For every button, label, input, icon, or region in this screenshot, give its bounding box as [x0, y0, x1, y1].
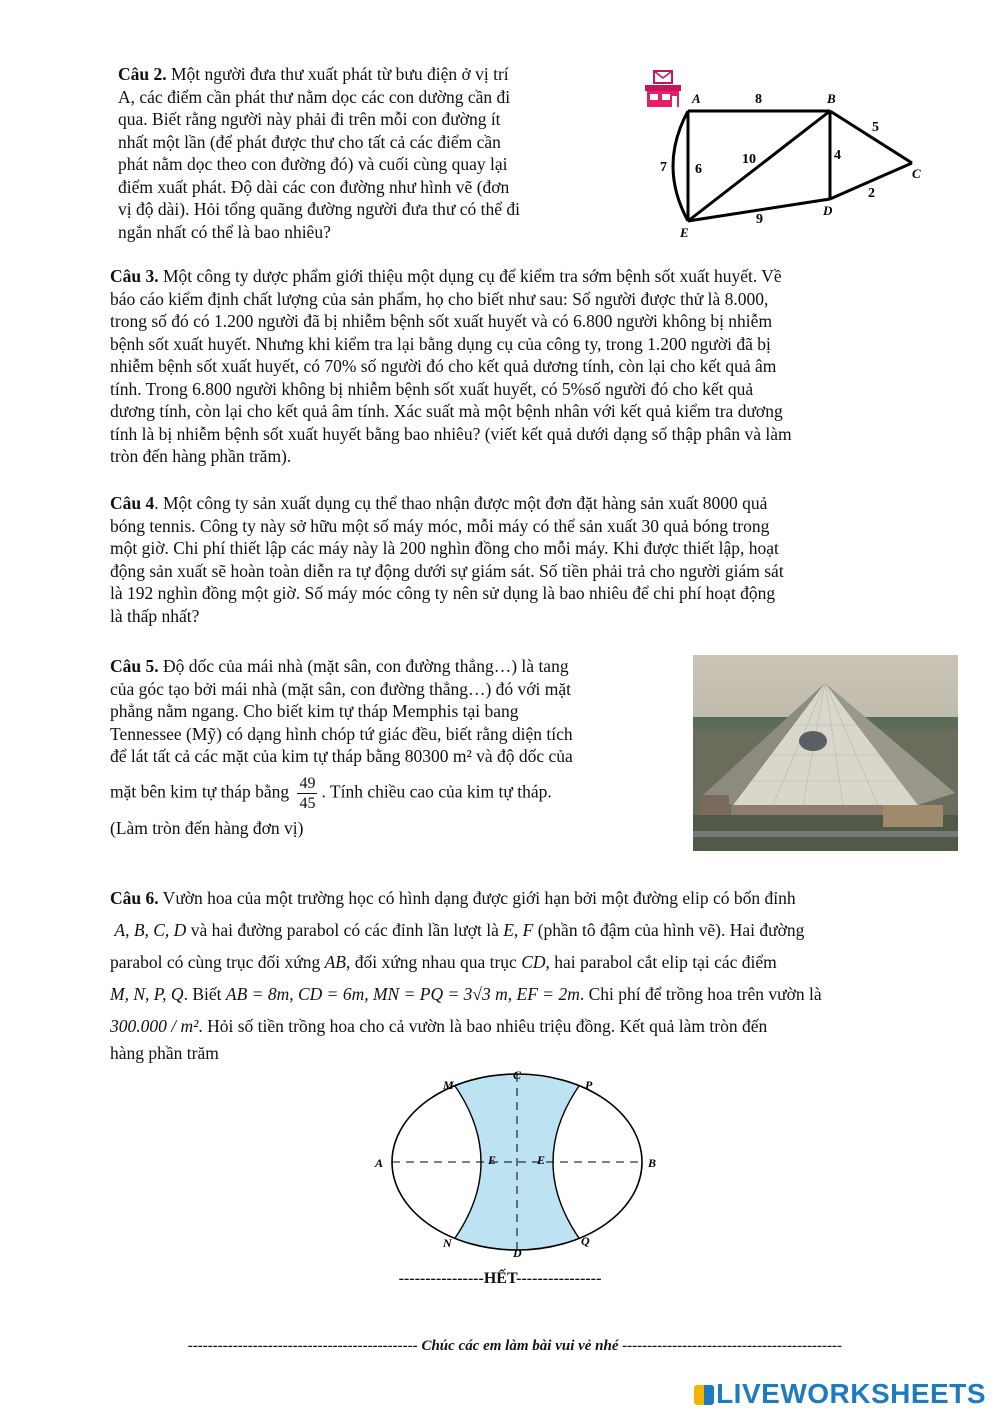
q4-line: là thấp nhất? [110, 605, 200, 626]
question-6-text [110, 882, 952, 1064]
q6-line: A, B, C, D và hai đường parabol có các đỉnh lần lượt là E, F (phần tô đậm của hình vẽ). Hai đường [114, 920, 805, 940]
slope-fraction [297, 774, 317, 813]
fraction-denominator: 45 [299, 794, 316, 812]
label-n: N [443, 1236, 452, 1250]
label-c: C [513, 1068, 522, 1082]
edge-label-ab: 8 [755, 92, 762, 107]
q3-line: Câu 3. Một công ty dược phẩm giới thiệu một dụng cụ để kiểm tra sớm bệnh sốt xuất huyết. Về [110, 266, 782, 286]
logo-icon [694, 1385, 714, 1405]
edge-label-ae: 6 [695, 162, 702, 177]
q6-line: parabol có cùng trục đối xứng AB, đối xứng nhau qua trục CD, hai parabol cắt elip tại các điểm [110, 952, 777, 972]
edge-ae-arc [673, 111, 688, 221]
question-2-text [118, 63, 623, 243]
logo-text: LIVEWORKSHEETS [716, 1378, 986, 1409]
edge-label-bc: 5 [872, 120, 879, 135]
q2-line: phát nằm dọc theo con đường đó) và cuối cùng quay lại [118, 154, 508, 174]
q3-line: nhiễm bệnh sốt xuất huyết, có 70% số người đó cho kết quả dương tính, còn lại cho kết quả âm [110, 356, 777, 376]
q4-line: một giờ. Chi phí thiết lập các máy này là 200 nghìn đồng cho mỗi máy. Khi được thiết lập, hoạt [110, 538, 779, 558]
q6-line: 300.000 / m². Hỏi số tiền trồng hoa cho cả vườn là bao nhiêu triệu đồng. Kết quả làm tròn đến [110, 1016, 768, 1036]
q5-line: để lát tất cả các mặt của kim tự tháp bằng 80300 m² và độ dốc của [110, 746, 573, 766]
edge-label-ae-arc: 7 [660, 160, 667, 175]
q5-slope-line: mặt bên kim tự tháp bằng $\frac{49}{45}$ . Tính chiều cao của kim tự tháp. [110, 774, 552, 812]
edge-label-ed: 9 [756, 212, 763, 227]
label-b: B [648, 1156, 657, 1170]
q3-line: dương tính, còn lại cho kết quả âm tính. Xác suất mà một bệnh nhân với kết quả kiểm tra dương [110, 401, 783, 421]
footer-message: ---------------------------------------------- Chúc các em làm bài vui vẻ nhé -------------------------------------------- [187, 1338, 843, 1354]
node-label-e: E [680, 225, 689, 240]
question-label: Câu 6. [110, 888, 159, 908]
edge-eb [688, 111, 830, 221]
question-label: Câu 5. [110, 656, 159, 676]
q3-line: bệnh sốt xuất huyết. Nhưng khi kiểm tra lại bằng dụng cụ của công ty, trong 1.200 người đã bị [110, 333, 771, 354]
q2-line: ngắn nhất có thể là bao nhiêu? [118, 221, 331, 242]
q4-line: Câu 4. Một công ty sản xuất dụng cụ thể thao nhận được một đơn đặt hàng sản xuất 8000 quả [110, 493, 768, 513]
label-e-right: E [537, 1153, 546, 1167]
edge-bc [830, 111, 912, 163]
q2-line: nhất một lần (để phát được thư cho tất cả các điểm cần [118, 131, 501, 152]
postal-route-graph [640, 65, 940, 245]
fraction-numerator: 49 [299, 774, 316, 792]
q3-line: tính là bị nhiễm bệnh sốt xuất huyết bằng bao nhiêu? (viết kết quả dưới dạng số thập phân và làm [110, 423, 792, 444]
question-4-text [110, 492, 952, 627]
q6-line: Câu 6. Vườn hoa của một trường học có hình dạng được giới hạn bởi một đường elip có bốn đỉnh [110, 888, 796, 908]
label-d: D [513, 1246, 522, 1260]
question-label: Câu 4 [110, 493, 155, 513]
q6-line: M, N, P, Q. Biết AB = 8m, CD = 6m, MN = PQ = 3√3 m, EF = 2m. Chi phí để trồng hoa trên vườn là [110, 984, 822, 1004]
q6-line: hàng phần trăm [110, 1043, 219, 1063]
post-office-icon [645, 71, 681, 107]
q5-line: Tennessee (Mỹ) có dạng hình chóp tứ giác đều, biết rằng diện tích [110, 723, 573, 744]
q3-line: tính. Trong 6.800 người không bị nhiễm bệnh sốt xuất huyết, có 5%số người đó cho kết quả [110, 378, 754, 399]
q4-line: động sản xuất sẽ hoàn toàn diễn ra tự động dưới sự giám sát. Số tiền phải trả cho người giám sát [110, 560, 784, 581]
question-label: Câu 2. [118, 64, 167, 84]
node-label-b: B [827, 91, 836, 106]
edge-label-bd: 4 [834, 148, 841, 163]
q2-line: A, các điểm cần phát thư nằm dọc các con dường cần đi [118, 86, 511, 107]
q5-line: Câu 5. Độ dốc của mái nhà (mặt sân, con đường thẳng…) là tang [110, 656, 569, 676]
node-label-d: D [823, 203, 833, 218]
label-e-left: E [488, 1153, 497, 1167]
q5-line: phẳng nằm ngang. Cho biết kim tự tháp Memphis tại bang [110, 701, 519, 721]
q2-line: điểm xuất phát. Độ dài các con đường như hình vẽ (đơn [118, 176, 510, 197]
q2-line: qua. Biết rằng người này phải đi trên mỗi con đường ít [118, 109, 501, 129]
label-p: P [585, 1078, 593, 1092]
edge-label-eb: 10 [742, 152, 756, 167]
question-3-text [110, 265, 952, 468]
q4-line: là 192 nghìn đồng một giờ. Số máy móc công ty nên sử dụng là bao nhiêu để chi phí hoạt động [110, 583, 776, 603]
q3-line: báo cáo kiểm định chất lượng của sản phẩm, họ cho biết như sau: Số người được thử là 8.000, [110, 288, 769, 309]
edge-label-cd: 2 [868, 186, 875, 201]
q2-line: Câu 2. Một người đưa thư xuất phát từ bưu điện ở vị trí [118, 64, 509, 84]
memphis-pyramid-photo [693, 655, 958, 851]
liveworksheets-logo[interactable] [694, 1378, 986, 1410]
end-marker: ----------------HẾT---------------- [398, 1270, 602, 1287]
q3-line: tròn đến hàng phần trăm). [110, 446, 292, 466]
question-5-text [110, 655, 676, 839]
label-q: Q [581, 1234, 590, 1248]
label-m: M [443, 1078, 454, 1092]
node-label-a: A [692, 91, 701, 106]
q4-line: bóng tennis. Công ty này sở hữu một số máy móc, mỗi máy có thể sản xuất 30 quả bóng trong [110, 515, 770, 536]
label-a: A [375, 1156, 384, 1170]
question-label: Câu 3. [110, 266, 159, 286]
q5-line: (Làm tròn đến hàng đơn vị) [110, 817, 304, 838]
q2-line: vị độ dài). Hỏi tổng quãng đường người đưa thư có thể đi [118, 199, 521, 219]
q5-line: của góc tạo bởi mái nhà (mặt sân, con đường thẳng…) đó với mặt [110, 678, 572, 699]
ellipse-garden-figure [365, 1065, 665, 1265]
node-label-c: C [912, 166, 921, 181]
q3-line: trong số đó có 1.200 người đã bị nhiễm bệnh sốt xuất huyết và có 6.800 người không bị nhiễm [110, 311, 773, 331]
